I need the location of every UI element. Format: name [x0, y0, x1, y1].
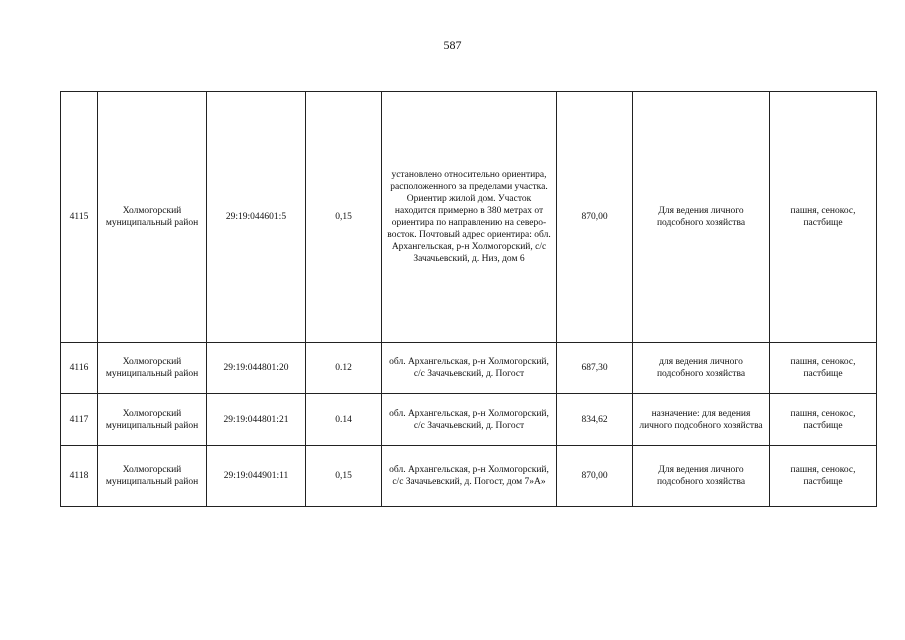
table-row [61, 446, 877, 507]
table-row [61, 92, 877, 343]
table-row [61, 343, 877, 394]
value-cell: 870,00 [557, 92, 633, 343]
purpose-cell: Для ведения личного подсобного хозяйства [633, 446, 770, 507]
record-number: 4118 [61, 446, 98, 507]
district-cell: Холмогорский муниципальный район [98, 394, 207, 446]
address-cell: обл. Архангельская, р-н Холмогорский, с/с Зачачьевский, д. Погост [382, 394, 557, 446]
page-number: 587 [443, 38, 462, 52]
address-cell: обл. Архангельская, р-н Холмогорский, с/с Зачачьевский, д. Погост [382, 343, 557, 394]
land-use-cell: пашня, сенокос, пастбище [770, 343, 877, 394]
address-cell: установлено относительно ориентира, расположенного за пределами участка. Ориентир жилой дом. Участок находится примерно в 380 метрах от ориентира по направлению на северо-восток. Почтовый адрес ориентира: обл. Архангельская, р-н Холмогорский, с/с Зачачьевский, д. Низ, дом 6 [382, 92, 557, 343]
table-row [61, 394, 877, 446]
cadastral-number: 29:19:044601:5 [207, 92, 306, 343]
area-cell: 0,15 [306, 92, 382, 343]
cadastral-number: 29:19:044901:11 [207, 446, 306, 507]
district-cell: Холмогорский муниципальный район [98, 343, 207, 394]
area-cell: 0.14 [306, 394, 382, 446]
purpose-cell: назначение: для ведения личного подсобного хозяйства [633, 394, 770, 446]
value-cell: 687,30 [557, 343, 633, 394]
land-registry-table [60, 91, 877, 507]
record-number: 4116 [61, 343, 98, 394]
land-use-cell: пашня, сенокос, пастбище [770, 92, 877, 343]
value-cell: 870,00 [557, 446, 633, 507]
cadastral-number: 29:19:044801:20 [207, 343, 306, 394]
value-cell: 834,62 [557, 394, 633, 446]
address-cell: обл. Архангельская, р-н Холмогорский, с/с Зачачьевский, д. Погост, дом 7»А» [382, 446, 557, 507]
cadastral-number: 29:19:044801:21 [207, 394, 306, 446]
area-cell: 0.12 [306, 343, 382, 394]
land-use-cell: пашня, сенокос, пастбище [770, 446, 877, 507]
record-number: 4115 [61, 92, 98, 343]
district-cell: Холмогорский муниципальный район [98, 446, 207, 507]
record-number: 4117 [61, 394, 98, 446]
purpose-cell: для ведения личного подсобного хозяйства [633, 343, 770, 394]
area-cell: 0,15 [306, 446, 382, 507]
district-cell: Холмогорский муниципальный район [98, 92, 207, 343]
purpose-cell: Для ведения личного подсобного хозяйства [633, 92, 770, 343]
land-use-cell: пашня, сенокос, пастбище [770, 394, 877, 446]
